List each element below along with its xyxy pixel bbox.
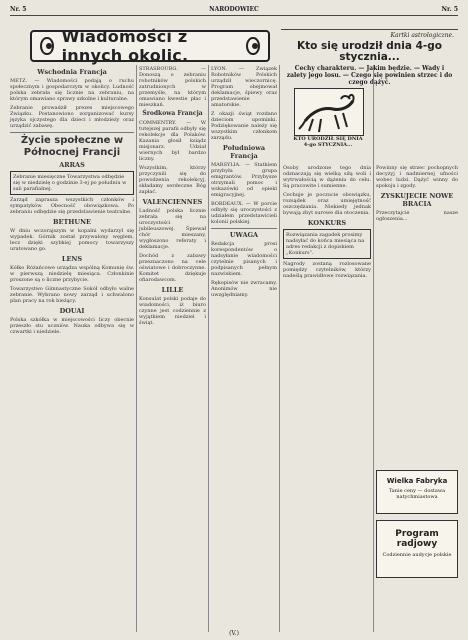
section-head-wschodnia: Wschodnia Francja <box>37 68 107 76</box>
divider <box>211 228 277 229</box>
article-text: COMMENTRY. — W tutejszej parafii odbyły się rekolekcje dla Polaków. Kazania głosił ksiądz misjonarz. Udział wiernych był bardzo liczny. <box>139 120 206 162</box>
article-text: BORDEAUX. — W porcie odbyły się uroczystości z udziałem przedstawicieli kolonii polskiej. <box>211 201 277 225</box>
subhead-valenciennes: VALENCIENNES <box>142 198 203 206</box>
subhead-bracia: ZYSKUJECIE NOWE BRACIA <box>380 192 454 208</box>
banner-title: Wiadomości z innych okolic. <box>61 27 189 65</box>
banner-ornament-right <box>246 37 260 55</box>
advertisement-2 <box>376 520 458 578</box>
image-caption: KTO URODZIŁ SIĘ DNIA 4-go STYCZNIA... <box>293 136 363 148</box>
goat-icon <box>295 89 363 135</box>
article-text: Towarzystwo Gimnastyczne Sokół odbyło walne zebranie. Wybrano nowy zarząd i uchwalono plan pracy na rok bieżący. <box>10 286 134 304</box>
col-1 <box>10 66 134 338</box>
article-text: Z okazji świąt rozdano dzieciom upominki. Podziękowanie należy się wszystkim członkom zarządu. <box>211 111 277 141</box>
big-section-head: Życie społeczne w Północnej Francji <box>20 135 124 158</box>
divider <box>10 132 134 133</box>
ad1-text: Tanie ceny — dostawa natychmiastowa <box>388 488 446 500</box>
article-text: Polska szkółka w miejscowości liczy obecnie przeszło stu uczniów. Nauka odbywa się w czwartki i niedziele. <box>10 317 134 335</box>
ad1-title: Wielka Fabryka <box>386 477 448 485</box>
article-text: Konsulat polski podaje do wiadomości, iż biuro czynne jest codziennie z wyjątkiem niedziel i świąt. <box>139 296 206 326</box>
page-number-right: Nr. 5 <box>441 6 458 13</box>
article-text: Ludność polska licznie zebrała się na uroczystości jubileuszowej. Śpiewał chór mieszany, wygłoszono referaty i deklamacje. <box>139 208 206 250</box>
col-3 <box>211 66 277 301</box>
article-text: Zebranie prowadził prezes miejscowego Związku. Postanowiono zorganizować kursy języka ojczystego dla dzieci i młodzieży oraz urządzić zabawę. <box>10 105 134 129</box>
astrology-headline: Kto się urodził dnia 4-go stycznia... <box>296 40 443 63</box>
column-rule-3 <box>279 65 280 632</box>
article-text: Osoby urodzone tego dnia odznaczają się wielką siłą woli i wytrwałością w dążeniu do celu. Są pracowite i sumienne. <box>283 165 371 189</box>
contest-box: Rozwiązania zagadek prosimy nadsyłać do końca miesiąca na adres redakcji z dopiskiem „Konkurs”. <box>283 229 371 259</box>
section-head-srodkowa: Środkowa Francja <box>142 110 203 117</box>
article-text: Redakcja prosi korespondentów o nadsyłanie wiadomości czytelnie pisanych i podpisanych pełnym nazwiskiem. <box>211 241 277 277</box>
page-footer: (V.) <box>229 630 239 637</box>
article-text: Nagrody zostaną rozlosowane pomiędzy czytelników, którzy nadeślą prawidłowe rozwiązania. <box>283 261 371 279</box>
subhead-uwaga: UWAGA <box>229 231 259 239</box>
column-rule-4 <box>373 65 374 632</box>
column-rule-1 <box>136 65 137 632</box>
page-number-left: Nr. 5 <box>10 6 27 13</box>
ad2-title: Program radjowy <box>395 529 439 549</box>
section-head-poludniowa: Południowa Francja <box>222 144 266 160</box>
astrology-kicker: Kartki astrologiczne. <box>390 32 454 39</box>
astrology-subhead: Cechy charakteru. — Jakim będzie. — Wady i zalety jego losu. — Czego się powinien strzec i do czego dążyć. <box>286 65 453 86</box>
article-text: Powinny się strzec pochopnych decyzyj i nadmiernej ufności wobec ludzi. Dążyć winny do spokoju i zgody. <box>376 165 458 189</box>
article-text: Zarząd zaprasza wszystkich członków i sympatyków. Obecność obowiązkowa. Po zebraniu odbędzie się przedstawienie teatralne. <box>10 197 134 215</box>
article-text: STRASBOURG. — Donoszą o zebraniu robotników polskich zatrudnionych w przemyśle, na którym omawiano kwestie płac i mieszkań. <box>139 66 206 108</box>
article-text: Rękopisów nie zwracamy. Anonimów nie uwzględniamy. <box>211 280 277 298</box>
article-text: LYON. — Związek Robotników Polskich urządził wieczornicę. Program obejmował deklamacje, śpiewy oraz przedstawienie amatorskie. <box>211 66 277 108</box>
subhead-lens: LENS <box>61 255 83 263</box>
info-box: Zebranie miesięczne Towarzystwa odbędzie się w niedzielę o godzinie 3-ej po południu w sali parafialnej. <box>10 171 134 195</box>
article-text: METZ. — Wiadomości podają o ruchu społecznym i gospodarczym w okolicy. Ludność polska zebrała się licznie na zebraniu, na którym omawiano sprawy szkolne i kulturalne. <box>10 78 134 102</box>
article-text: MARSYLIA. — Statkiem przybyła grupa emigrantów. Przybysze otrzymali pomoc i wskazówki od opieki emigracyjnej. <box>211 162 277 198</box>
section-banner <box>30 27 270 65</box>
col-4 <box>283 165 371 282</box>
article-text: Przeczytajcie nasze ogłoszenia... <box>376 210 458 222</box>
banner-ornament-left <box>40 37 54 55</box>
article-text: Kółko Różańcowe urządza wspólną Komunię św. w pierwszą niedzielę miesiąca. Członkinie proszone są o liczne przybycie. <box>10 265 134 283</box>
newspaper-title: NARODOWIEC <box>209 6 259 13</box>
subhead-konkurs: KONKURS <box>307 219 347 227</box>
article-text: W dniu wczorajszym w kopalni wydarzył się wypadek. Górnik został przywalony węglem, lecz dzięki szybkiej pomocy towarzyszy uratowano go. <box>10 228 134 252</box>
subhead-bethune: BETHUNE <box>53 218 91 226</box>
ad2-text: Codziennie audycje polskie <box>382 552 452 558</box>
subhead-douai: DOUAI <box>59 307 85 315</box>
article-text: Cechuje je poczucie obowiązku, rozsądek oraz umiejętność oszczędzania. Niekiedy jednak bywają zbyt surowe dla otoczenia. <box>283 192 371 216</box>
masthead-row <box>10 6 458 16</box>
subhead-arras: ARRAS <box>59 161 85 169</box>
column-rule-2 <box>208 65 209 632</box>
subhead-lille: LILLE <box>161 286 184 294</box>
col-5 <box>376 165 458 225</box>
goat-illustration <box>294 88 364 136</box>
col-2 <box>139 66 206 329</box>
advertisement-1 <box>376 470 458 514</box>
article-text: Dochód z zabawy przeznaczono na cele oświatowe i dobroczynne. Komitet dziękuje ofiarodawcom. <box>139 253 206 283</box>
article-text: Wszystkim, którzy przyczynili się do powodzenia rekolekcyj, składamy serdeczne Bóg zapłać. <box>139 165 206 195</box>
